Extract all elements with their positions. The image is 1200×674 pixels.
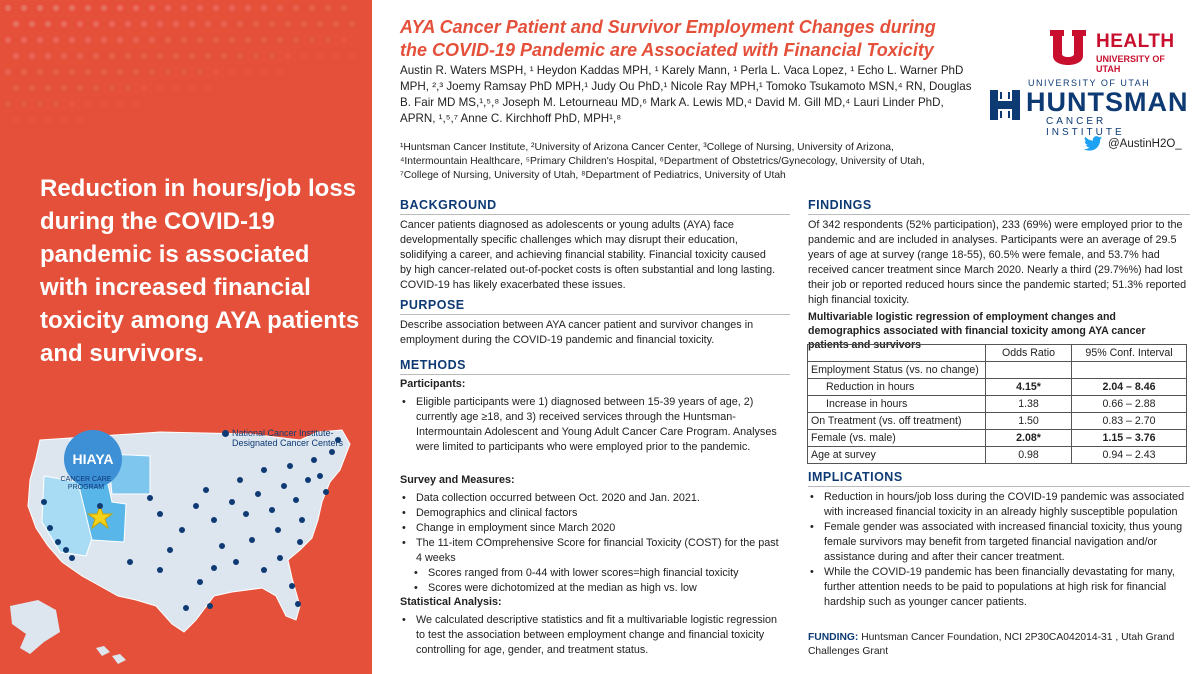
funding-text: Huntsman Cancer Foundation, NCI 2P30CA042014-31 , Utah Grand Challenges Grant bbox=[808, 632, 1175, 657]
twitter-bird-icon bbox=[1084, 136, 1102, 151]
pattern-dot bbox=[117, 37, 123, 43]
pattern-dot bbox=[341, 5, 347, 11]
affiliations-line-3: ⁷College of Nursing, University of Utah, ⁸Department of Pediatrics, University of Utah bbox=[400, 170, 786, 181]
author-list: Austin R. Waters MSPH, ¹ Heydon Kaddas MPH, ¹ Karely Mann, ¹ Perla L. Vaca Lopez, ¹ Echo L. Warner PhD MPH, ²,³ Joemy Ramsay PhD MPH,¹ Judy Ou PhD,¹ Nicole Ray MPH,¹ Tomoko Tsukamoto MSN,⁴ RN, Douglas B. Fair MD MS,¹,⁵,⁸ Joseph M. Letourneau MD,⁶ Mark A. Lewis MD,⁴ David M. Gill MD,⁴ Lauri Linder PhD, APRN, ¹,⁵,⁷ Anne C. Kirchhoff PhD, MPH¹,⁸ bbox=[400, 64, 972, 125]
table-row bbox=[808, 447, 1187, 464]
funding-note bbox=[808, 631, 1188, 659]
pattern-dot bbox=[69, 37, 75, 43]
list-item: • The 11-item COmprehensive Score for financial Toxicity (COST) for the past 4 weeks bbox=[400, 536, 782, 566]
pattern-dot bbox=[349, 53, 355, 59]
cancer-center-dot bbox=[167, 547, 173, 553]
pattern-dot bbox=[173, 21, 179, 27]
hawaii-shape bbox=[96, 646, 126, 664]
legend-line-1: National Cancer Institute- bbox=[232, 428, 334, 438]
cancer-center-dot bbox=[197, 579, 203, 585]
pattern-dot bbox=[213, 5, 219, 11]
cancer-center-dot bbox=[47, 525, 53, 531]
pattern-dot bbox=[197, 5, 203, 11]
purpose-text: Describe association between AYA cancer patient and survivor changes in employment during the COVID-19 pandemic and financial toxicity. bbox=[400, 319, 754, 346]
table-cell: Increase in hours bbox=[808, 396, 986, 413]
pattern-dot bbox=[269, 53, 275, 59]
pattern-dot bbox=[45, 85, 51, 91]
pattern-dot bbox=[45, 53, 51, 59]
table-row bbox=[808, 430, 1187, 447]
list-subitem: • Scores ranged from 0-44 with lower scores=high financial toxicity bbox=[400, 566, 782, 581]
pattern-dot bbox=[53, 5, 59, 11]
pattern-dot bbox=[269, 21, 275, 27]
huntsman-subtitle: CANCER INSTITUTE bbox=[1046, 116, 1125, 138]
cancer-center-dot bbox=[261, 467, 267, 473]
uhealth-wordmark: HEALTH bbox=[1096, 31, 1175, 52]
table-cell: 0.66 – 2.88 bbox=[1072, 396, 1187, 413]
huntsman-cancer-institute-logo bbox=[986, 78, 1189, 138]
table-cell: 4.15* bbox=[986, 379, 1072, 396]
title-line-1: AYA Cancer Patient and Survivor Employment Changes during bbox=[400, 17, 936, 37]
cancer-center-dot bbox=[261, 567, 267, 573]
pattern-dot bbox=[93, 85, 99, 91]
table-cell bbox=[1072, 362, 1187, 379]
pattern-dot bbox=[205, 53, 211, 59]
table-cell: Age at survey bbox=[808, 447, 986, 464]
affiliations-line-1: ¹Huntsman Cancer Institute, ²University of Arizona Cancer Center, ³College of Nursing, University of Arizona, bbox=[400, 142, 894, 153]
table-cell: 0.98 bbox=[986, 447, 1072, 464]
cancer-center-dot bbox=[179, 527, 185, 533]
implications-heading: IMPLICATIONS bbox=[808, 470, 903, 484]
survey-subheading: Survey and Measures: bbox=[400, 474, 515, 486]
pattern-dot bbox=[157, 21, 163, 27]
pattern-dot bbox=[189, 21, 195, 27]
pattern-dot bbox=[205, 85, 211, 91]
huntsman-university-label: UNIVERSITY OF UTAH bbox=[1028, 78, 1151, 88]
pattern-dot bbox=[277, 37, 283, 43]
cancer-center-dot bbox=[219, 543, 225, 549]
table-row bbox=[808, 379, 1187, 396]
us-map bbox=[0, 410, 372, 674]
pattern-dot bbox=[37, 101, 43, 107]
cancer-center-dot bbox=[69, 555, 75, 561]
cancer-center-dot bbox=[233, 559, 239, 565]
pattern-dot bbox=[245, 37, 251, 43]
left-panel bbox=[0, 0, 372, 674]
pattern-dot bbox=[221, 85, 227, 91]
pattern-dot bbox=[5, 101, 11, 107]
decorative-dot-pattern bbox=[0, 0, 372, 160]
pattern-dot bbox=[325, 5, 331, 11]
cancer-center-dot bbox=[255, 491, 261, 497]
pattern-dot bbox=[109, 85, 115, 91]
pattern-dot bbox=[21, 37, 27, 43]
cancer-center-dot bbox=[297, 539, 303, 545]
cancer-center-dot bbox=[157, 511, 163, 517]
cancer-center-dot bbox=[295, 601, 301, 607]
pattern-dot bbox=[205, 21, 211, 27]
table-row bbox=[808, 396, 1187, 413]
table-row bbox=[808, 413, 1187, 430]
pattern-dot bbox=[109, 53, 115, 59]
findings-heading: FINDINGS bbox=[808, 198, 872, 212]
pattern-dot bbox=[237, 53, 243, 59]
table-header-cell: Odds Ratio bbox=[986, 345, 1072, 362]
implications-list bbox=[808, 490, 1190, 610]
table-cell: 1.15 – 3.76 bbox=[1072, 430, 1187, 447]
hiaya-logo: HIAYA bbox=[64, 430, 122, 488]
pattern-dot bbox=[77, 117, 83, 123]
list-item: • Change in employment since March 2020 bbox=[400, 521, 782, 536]
uhealth-subtitle: UNIVERSITY OF UTAH bbox=[1096, 54, 1165, 74]
pattern-dot bbox=[309, 37, 315, 43]
poster-title bbox=[400, 16, 990, 62]
pattern-dot bbox=[237, 85, 243, 91]
pattern-dot bbox=[37, 5, 43, 11]
pattern-dot bbox=[133, 69, 139, 75]
cancer-center-dot bbox=[55, 539, 61, 545]
cancer-center-dot bbox=[147, 495, 153, 501]
pattern-dot bbox=[13, 21, 19, 27]
methods-divider bbox=[400, 374, 790, 375]
pattern-dot bbox=[293, 37, 299, 43]
pattern-dot bbox=[181, 69, 187, 75]
stats-subheading: Statistical Analysis: bbox=[400, 596, 502, 608]
pattern-dot bbox=[253, 21, 259, 27]
pattern-dot bbox=[301, 21, 307, 27]
list-item: • Eligible participants were 1) diagnosed between 15-39 years of age, 2) currently age ≥18, and 3) received services through the Huntsman-Intermountain Adolescent and Young Adult Cancer Care Program. Analyses were limited to participants who were employed prior to the pandemic. bbox=[400, 395, 782, 455]
pattern-dot bbox=[13, 117, 19, 123]
cancer-center-dot bbox=[207, 603, 213, 609]
background-text: Cancer patients diagnosed as adolescents or young adults (AYA) face developmentally specific challenges which may disrupt their education, solidifying a career, and achieving financial stability. Financial toxicity caused by high cancer-related out-of-pocket costs is often substantial and long lasting. COVID-19 has likely exacerbated these issues. bbox=[400, 219, 776, 291]
cancer-center-dot bbox=[293, 497, 299, 503]
pattern-dot bbox=[341, 37, 347, 43]
pattern-dot bbox=[213, 37, 219, 43]
pattern-dot bbox=[5, 37, 11, 43]
pattern-dot bbox=[5, 133, 11, 139]
pattern-dot bbox=[333, 53, 339, 59]
pattern-dot bbox=[261, 37, 267, 43]
table-title: Multivariable logistic regression of employment changes and demographics associated with financial toxicity among AYA cancer patients and survivors bbox=[808, 311, 1146, 351]
pattern-dot bbox=[277, 69, 283, 75]
table-cell: 0.83 – 2.70 bbox=[1072, 413, 1187, 430]
pattern-dot bbox=[261, 69, 267, 75]
pattern-dot bbox=[13, 85, 19, 91]
odds-ratio-table bbox=[807, 344, 1187, 464]
pattern-dot bbox=[61, 117, 67, 123]
pattern-dot bbox=[13, 53, 19, 59]
table-cell: 2.04 – 8.46 bbox=[1072, 379, 1187, 396]
cancer-center-dot bbox=[287, 463, 293, 469]
cancer-center-dot bbox=[127, 559, 133, 565]
pattern-dot bbox=[189, 85, 195, 91]
pattern-dot bbox=[229, 37, 235, 43]
list-item: • We calculated descriptive statistics and fit a multivariable logistic regression to test the association between employment change and financial toxicity controlling for age, gender, and treatment status. bbox=[400, 613, 782, 658]
methods-heading: METHODS bbox=[400, 358, 466, 372]
pattern-dot bbox=[141, 21, 147, 27]
legend-dot-icon bbox=[222, 430, 229, 437]
pattern-dot bbox=[165, 37, 171, 43]
table-row bbox=[808, 362, 1187, 379]
pattern-dot bbox=[245, 5, 251, 11]
cancer-center-dot bbox=[281, 483, 287, 489]
pattern-dot bbox=[29, 21, 35, 27]
cancer-center-dot bbox=[157, 567, 163, 573]
pattern-dot bbox=[29, 85, 35, 91]
affiliations bbox=[400, 141, 980, 183]
pattern-dot bbox=[61, 53, 67, 59]
pattern-dot bbox=[189, 53, 195, 59]
cancer-center-dot bbox=[203, 487, 209, 493]
pattern-dot bbox=[5, 5, 11, 11]
pattern-dot bbox=[53, 37, 59, 43]
pattern-dot bbox=[181, 37, 187, 43]
pattern-dot bbox=[141, 53, 147, 59]
pattern-dot bbox=[333, 21, 339, 27]
cancer-center-dot bbox=[323, 489, 329, 495]
table-header-cell: 95% Conf. Interval bbox=[1072, 345, 1187, 362]
cancer-center-dot bbox=[183, 605, 189, 611]
pattern-dot bbox=[285, 21, 291, 27]
pattern-dot bbox=[237, 21, 243, 27]
pattern-dot bbox=[101, 69, 107, 75]
pattern-dot bbox=[101, 5, 107, 11]
us-map-graphic bbox=[0, 410, 372, 674]
huntsman-h-icon bbox=[988, 88, 1022, 122]
pattern-dot bbox=[141, 85, 147, 91]
pattern-dot bbox=[93, 117, 99, 123]
title-line-2: the COVID-19 Pandemic are Associated with Financial Toxicity bbox=[400, 40, 934, 60]
list-item: • Data collection occurred between Oct. 2020 and Jan. 2021. bbox=[400, 491, 782, 506]
participants-list bbox=[400, 395, 782, 455]
pattern-dot bbox=[325, 37, 331, 43]
cancer-center-dot bbox=[211, 565, 217, 571]
cancer-center-dot bbox=[311, 457, 317, 463]
pattern-dot bbox=[277, 5, 283, 11]
pattern-dot bbox=[21, 5, 27, 11]
pattern-dot bbox=[133, 5, 139, 11]
cancer-center-dot bbox=[269, 507, 275, 513]
pattern-dot bbox=[109, 21, 115, 27]
pattern-dot bbox=[213, 69, 219, 75]
cancer-center-dot bbox=[289, 583, 295, 589]
pattern-dot bbox=[253, 53, 259, 59]
pattern-dot bbox=[229, 69, 235, 75]
pattern-dot bbox=[149, 69, 155, 75]
pattern-dot bbox=[221, 21, 227, 27]
pattern-dot bbox=[77, 53, 83, 59]
purpose-divider bbox=[400, 314, 790, 315]
block-u-icon bbox=[1046, 28, 1090, 70]
pattern-dot bbox=[53, 69, 59, 75]
pattern-dot bbox=[125, 21, 131, 27]
pattern-dot bbox=[101, 101, 107, 107]
pattern-dot bbox=[45, 117, 51, 123]
table-header-cell bbox=[808, 345, 986, 362]
pattern-dot bbox=[317, 53, 323, 59]
background-divider bbox=[400, 214, 790, 215]
pattern-dot bbox=[285, 53, 291, 59]
background-heading: BACKGROUND bbox=[400, 198, 497, 212]
list-item: • Female gender was associated with increased financial toxicity, thus young female survivors may benefit from targeted financial navigation and/or assistance during and after their cancer treatment. bbox=[808, 520, 1190, 565]
pattern-dot bbox=[117, 5, 123, 11]
pattern-dot bbox=[165, 69, 171, 75]
pattern-dot bbox=[165, 101, 171, 107]
cancer-center-dot bbox=[305, 477, 311, 483]
funding-label: FUNDING: bbox=[808, 632, 859, 643]
pattern-dot bbox=[85, 69, 91, 75]
pattern-dot bbox=[221, 53, 227, 59]
key-message: Reduction in hours/job loss during the COVID-19 pandemic is associated with increased financial toxicity among AYA patients and survivors. bbox=[40, 175, 360, 367]
pattern-dot bbox=[69, 101, 75, 107]
pattern-dot bbox=[293, 5, 299, 11]
pattern-dot bbox=[101, 37, 107, 43]
pattern-dot bbox=[149, 37, 155, 43]
pattern-dot bbox=[133, 101, 139, 107]
pattern-dot bbox=[77, 21, 83, 27]
pattern-dot bbox=[77, 85, 83, 91]
pattern-dot bbox=[61, 85, 67, 91]
table-cell: Reduction in hours bbox=[808, 379, 986, 396]
findings-text: Of 342 respondents (52% participation), 233 (69%) were employed prior to the pandemic and are included in analyses. Participants were an average of 29.5 years of age at survey (range 18-55), 60.5% were female, and 53.7% had received cancer treatment since March 2020. Nearly a third (29.7%%) had lost their job or reported reduced hours since the pandemic started; 51.3% reported high financial toxicity. bbox=[808, 219, 1187, 306]
list-item: • While the COVID-19 pandemic has been financially devastating for many, further attention needs to be paid to populations at high risk for financial hardship such as younger cancer patients. bbox=[808, 565, 1190, 610]
stats-list bbox=[400, 613, 782, 658]
pattern-dot bbox=[245, 69, 251, 75]
pattern-dot bbox=[85, 101, 91, 107]
purpose-heading: PURPOSE bbox=[400, 298, 465, 312]
pattern-dot bbox=[21, 133, 27, 139]
cancer-center-dot bbox=[193, 503, 199, 509]
pattern-dot bbox=[133, 37, 139, 43]
pattern-dot bbox=[261, 5, 267, 11]
twitter-handle bbox=[1084, 136, 1182, 151]
table-cell: Employment Status (vs. no change) bbox=[808, 362, 986, 379]
cancer-center-dot bbox=[41, 499, 47, 505]
cancer-center-dot bbox=[249, 537, 255, 543]
findings-divider bbox=[808, 214, 1190, 215]
pattern-dot bbox=[317, 21, 323, 27]
cancer-center-dot bbox=[277, 555, 283, 561]
pattern-dot bbox=[197, 37, 203, 43]
table-cell: 1.50 bbox=[986, 413, 1072, 430]
pattern-dot bbox=[349, 21, 355, 27]
pattern-dot bbox=[21, 101, 27, 107]
table-cell: 2.08* bbox=[986, 430, 1072, 447]
pattern-dot bbox=[69, 5, 75, 11]
list-subitem: • Scores were dichotomized at the median as high vs. low bbox=[400, 581, 782, 596]
pattern-dot bbox=[173, 53, 179, 59]
pattern-dot bbox=[37, 69, 43, 75]
table-cell: On Treatment (vs. off treatment) bbox=[808, 413, 986, 430]
cancer-center-dot bbox=[63, 547, 69, 553]
cancer-center-dot bbox=[243, 511, 249, 517]
pattern-dot bbox=[85, 37, 91, 43]
cancer-center-dot bbox=[97, 503, 103, 509]
cancer-center-dot bbox=[229, 499, 235, 505]
pattern-dot bbox=[293, 69, 299, 75]
table-header-row bbox=[808, 345, 1187, 362]
legend-line-2: Designated Cancer Centers bbox=[232, 438, 344, 448]
pattern-dot bbox=[93, 21, 99, 27]
pattern-dot bbox=[5, 69, 11, 75]
pattern-dot bbox=[21, 69, 27, 75]
cancer-center-dot bbox=[329, 449, 335, 455]
pattern-dot bbox=[301, 53, 307, 59]
pattern-dot bbox=[45, 21, 51, 27]
pattern-dot bbox=[173, 85, 179, 91]
cancer-center-dot bbox=[237, 477, 243, 483]
pattern-dot bbox=[229, 5, 235, 11]
pattern-dot bbox=[309, 69, 315, 75]
pattern-dot bbox=[117, 101, 123, 107]
pattern-dot bbox=[85, 5, 91, 11]
table-cell bbox=[986, 362, 1072, 379]
pattern-dot bbox=[93, 53, 99, 59]
pattern-dot bbox=[29, 117, 35, 123]
pattern-dot bbox=[165, 5, 171, 11]
twitter-handle-text: @AustinH2O_ bbox=[1108, 138, 1182, 150]
pattern-dot bbox=[149, 101, 155, 107]
implications-divider bbox=[808, 486, 1190, 487]
huntsman-wordmark: HUNTSMAN bbox=[1026, 87, 1189, 117]
pattern-dot bbox=[157, 53, 163, 59]
pattern-dot bbox=[53, 101, 59, 107]
pattern-dot bbox=[37, 37, 43, 43]
program-label: CANCER CARE PROGRAM bbox=[60, 476, 112, 491]
pattern-dot bbox=[181, 5, 187, 11]
pattern-dot bbox=[149, 5, 155, 11]
list-item: • Reduction in hours/job loss during the COVID-19 pandemic was associated with increased financial toxicity in an already highly susceptible population bbox=[808, 490, 1190, 520]
participants-subheading: Participants: bbox=[400, 378, 466, 390]
pattern-dot bbox=[69, 69, 75, 75]
pattern-dot bbox=[309, 5, 315, 11]
list-item: • Demographics and clinical factors bbox=[400, 506, 782, 521]
pattern-dot bbox=[125, 85, 131, 91]
alaska-shape bbox=[10, 600, 60, 654]
cancer-center-dot bbox=[317, 473, 323, 479]
pattern-dot bbox=[197, 69, 203, 75]
cancer-center-dot bbox=[299, 517, 305, 523]
map-legend bbox=[222, 428, 343, 448]
survey-list bbox=[400, 491, 782, 596]
table-cell: 0.94 – 2.43 bbox=[1072, 447, 1187, 464]
affiliations-line-2: ⁴Intermountain Healthcare, ⁵Primary Children's Hospital, ⁶Department of Obstetrics/Gynecology, University of Utah, bbox=[400, 156, 925, 167]
table-cell: 1.38 bbox=[986, 396, 1072, 413]
pattern-dot bbox=[29, 53, 35, 59]
pattern-dot bbox=[61, 21, 67, 27]
cancer-center-dot bbox=[275, 527, 281, 533]
university-of-utah-health-logo bbox=[1046, 28, 1186, 72]
pattern-dot bbox=[117, 69, 123, 75]
pattern-dot bbox=[157, 85, 163, 91]
pattern-dot bbox=[125, 53, 131, 59]
table-cell: Female (vs. male) bbox=[808, 430, 986, 447]
cancer-center-dot bbox=[211, 517, 217, 523]
